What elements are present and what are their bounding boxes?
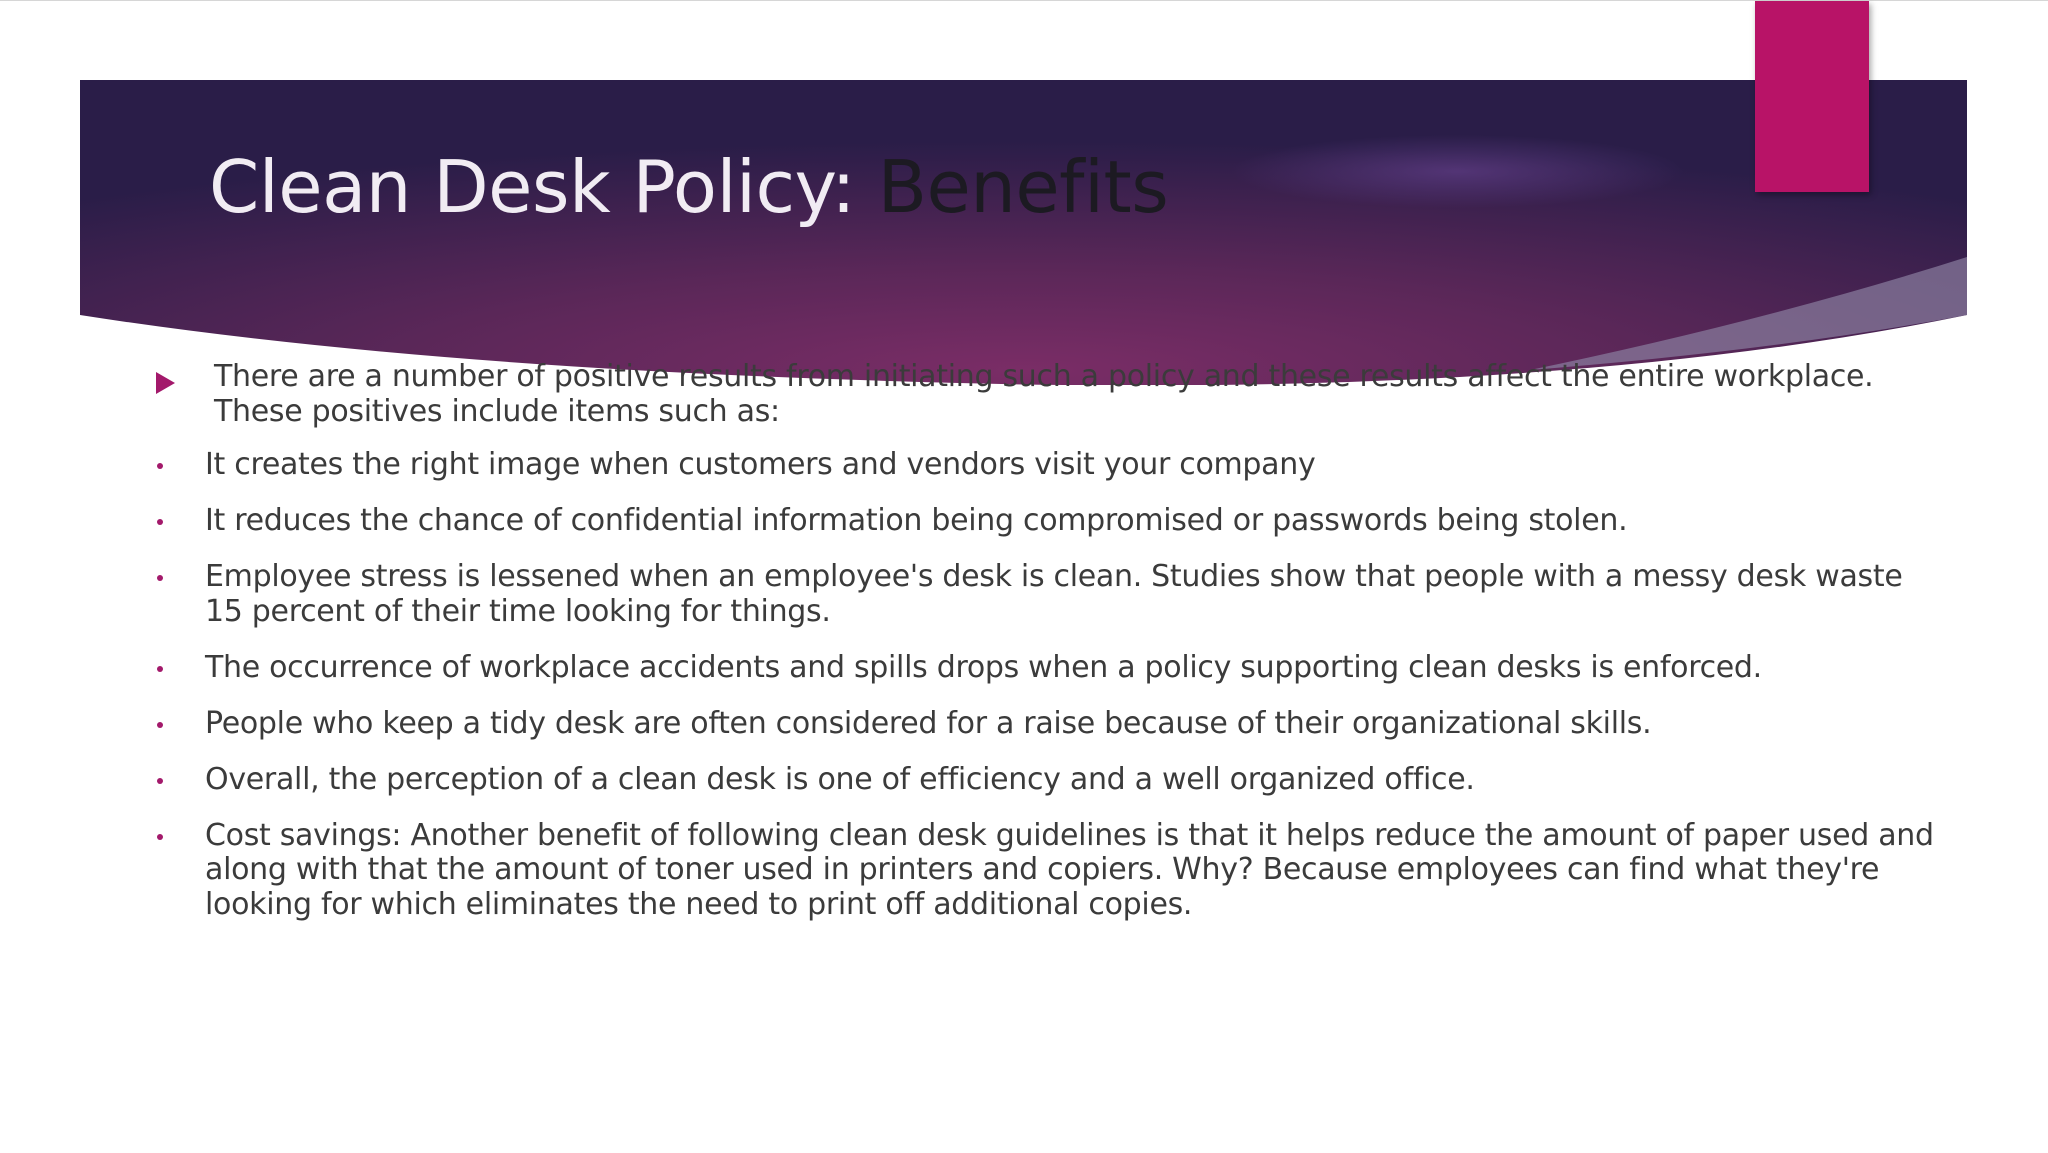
benefits-list [150, 448, 1940, 944]
list-item-text: It creates the right image when customers and vendors visit your company [205, 447, 1316, 482]
dot-bullet-icon [157, 666, 163, 672]
list-item-text: Overall, the perception of a clean desk is one of efficiency and a well organized office. [205, 761, 1475, 797]
list-item [150, 819, 1940, 923]
list-item [150, 504, 1940, 539]
list-item-text: People who keep a tidy desk are often considered for a raise because of their organizational skills. [205, 705, 1652, 741]
triangle-bullet-icon [156, 372, 175, 394]
slide-title-main: Clean Desk Policy: [209, 145, 878, 229]
dot-bullet-icon [157, 722, 163, 728]
list-item [150, 448, 1940, 483]
list-item [150, 763, 1940, 798]
intro-text: There are a number of positive results from initiating such a policy and these results affect the entire workplace. These positives include items such as: [214, 359, 1874, 429]
slide-content [0, 1, 2048, 1153]
list-item-text: Employee stress is lessened when an employee's desk is clean. Studies show that people with a messy desk waste 15 percent of their time looking for things. [205, 559, 1903, 629]
list-item-text: The occurrence of workplace accidents and spills drops when a policy supporting clean desks is enforced. [205, 649, 1762, 685]
dot-bullet-icon [157, 778, 163, 784]
dot-bullet-icon [157, 463, 163, 469]
slide-title-accent: Benefits [877, 145, 1169, 229]
dot-bullet-icon [157, 834, 163, 840]
list-item [150, 651, 1940, 686]
list-item-text: Cost savings: Another benefit of following clean desk guidelines is that it helps reduce the amount of paper used and along with that the amount of toner used in printers and copiers. Why? Because employees can find what they're looking for which eliminates the need to print off additional copies. [205, 817, 1934, 922]
dot-bullet-icon [157, 575, 163, 581]
dot-bullet-icon [157, 519, 163, 525]
list-item [150, 560, 1940, 629]
list-item-text: It reduces the chance of confidential information being compromised or passwords being stolen. [205, 503, 1628, 538]
list-item [150, 707, 1940, 742]
